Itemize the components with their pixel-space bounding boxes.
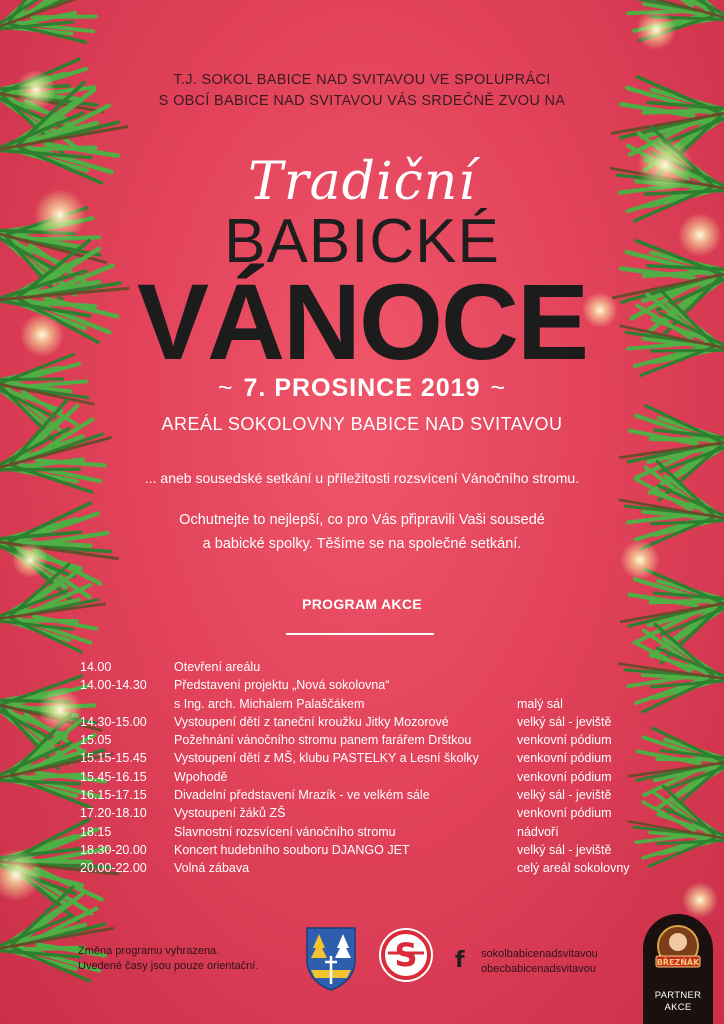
row-place: velký sál - jeviště [517, 842, 612, 857]
schedule-row [80, 733, 660, 751]
program-schedule [80, 660, 660, 880]
row-description: Koncert hudebního souboru DJANGO JET [174, 842, 410, 857]
date-tilde-right: ~ [490, 374, 507, 402]
title-babicke: BABICKÉ [224, 207, 500, 276]
row-place: venkovní pódium [517, 806, 612, 821]
row-time: 15.05 [80, 733, 112, 748]
facebook-icon: f [455, 948, 465, 973]
footer-note [78, 944, 258, 974]
row-time: 15.15-15.45 [80, 751, 147, 766]
schedule-row [80, 825, 660, 843]
svg-text:S: S [394, 936, 418, 974]
row-time: 14.00 [80, 660, 112, 674]
row-place: venkovní pódium [517, 769, 612, 784]
row-place: nádvoří [517, 824, 559, 839]
title-vanoce: VÁNOCE [136, 261, 588, 382]
row-description: Vystoupení žáků ZŠ [174, 806, 286, 821]
row-description: Volná zábava [174, 861, 250, 876]
village-crest-icon [303, 926, 359, 992]
row-description: Otevření areálu [174, 660, 261, 674]
schedule-row [80, 770, 660, 788]
title-script: Tradiční [248, 152, 476, 212]
schedule-row [80, 697, 660, 715]
row-place: celý areál sokolovny [517, 861, 630, 876]
row-time: 17.20-18.10 [80, 806, 147, 821]
schedule-row [80, 843, 660, 861]
schedule-row [80, 806, 660, 824]
row-description: Požehnání vánočního stromu panem farářem Drštkou [174, 733, 472, 748]
event-venue: AREÁL SOKOLOVNY BABICE NAD SVITAVOU [161, 414, 563, 434]
row-time: 15.45-16.15 [80, 769, 147, 784]
intro-text [0, 70, 724, 112]
row-description: Slavnostní rozsvícení vánočního stromu [174, 824, 396, 839]
date-text: 7. PROSINCE 2019 [243, 374, 481, 402]
sokol-logo-icon [378, 927, 434, 983]
facebook-link-sokol[interactable]: sokolbabicenadsvitavou [481, 948, 598, 960]
event-date [0, 374, 724, 403]
row-description: Představení projektu „Nová sokolovna“ [174, 678, 390, 693]
intro-line-1: T.J. SOKOL BABICE NAD SVITAVOU VE SPOLUPRÁCI [173, 72, 551, 88]
footer-note-line-1: Změna programu vyhrazena. [78, 945, 220, 957]
facebook-link-obec[interactable]: obecbabicenadsvitavou [481, 963, 596, 975]
invitation-line-1: Ochutnejte to nejlepší, co pro Vás připravili Vaši sousedé [179, 512, 545, 528]
schedule-row [80, 861, 660, 879]
partner-text [643, 990, 713, 1014]
intro-line-2: S OBCÍ BABICE NAD SVITAVOU VÁS SRDEČNĚ ZVOU NA [158, 93, 566, 109]
row-time: 20.00-22.00 [80, 861, 147, 876]
row-description: Wpohodě [174, 769, 228, 784]
row-description: s Ing. arch. Michalem Palaščákem [174, 696, 365, 711]
row-time: 14.00-14.30 [80, 678, 147, 693]
row-place: malý sál [517, 696, 563, 711]
row-time: 16.15-17.15 [80, 788, 147, 803]
subtitle-text: ... aneb sousedské setkání u příležitosti rozsvícení Vánočního stromu. [144, 470, 580, 486]
row-place: velký sál - jeviště [517, 714, 612, 729]
invitation-line-2: a babické spolky. Těšíme se na společné setkání. [202, 536, 522, 552]
date-tilde-left: ~ [217, 374, 234, 402]
program-title: PROGRAM AKCE [302, 596, 422, 612]
breznak-logo-icon [652, 922, 704, 974]
schedule-row [80, 751, 660, 769]
partner-line-2: AKCE [664, 1002, 692, 1013]
schedule-row [80, 788, 660, 806]
row-time: 14.30-15.00 [80, 714, 147, 729]
partner-badge [643, 914, 713, 1024]
row-description: Vystoupení dětí z MŠ, klubu PASTELKY a Lesní školky [174, 751, 479, 766]
row-place: venkovní pódium [517, 733, 612, 748]
row-place: velký sál - jeviště [517, 788, 612, 803]
footer-note-line-2: Uvedené časy jsou pouze orientační. [78, 960, 259, 972]
row-time: 18.15 [80, 824, 112, 839]
schedule-row [80, 715, 660, 733]
partner-brand: BŘEZŇÁK [656, 958, 700, 967]
row-place: venkovní pódium [517, 751, 612, 766]
invitation-text [0, 508, 724, 556]
program-divider [286, 633, 434, 635]
row-description: Vystoupení dětí z taneční kroužku Jitky Mozorové [174, 714, 449, 729]
partner-line-1: PARTNER [654, 990, 702, 1001]
schedule-row [80, 660, 660, 678]
row-time: 18.30-20.00 [80, 842, 147, 857]
row-description: Divadelní představení Mrazík - ve velkém sále [174, 788, 430, 803]
schedule-row [80, 678, 660, 696]
facebook-links [481, 947, 598, 977]
